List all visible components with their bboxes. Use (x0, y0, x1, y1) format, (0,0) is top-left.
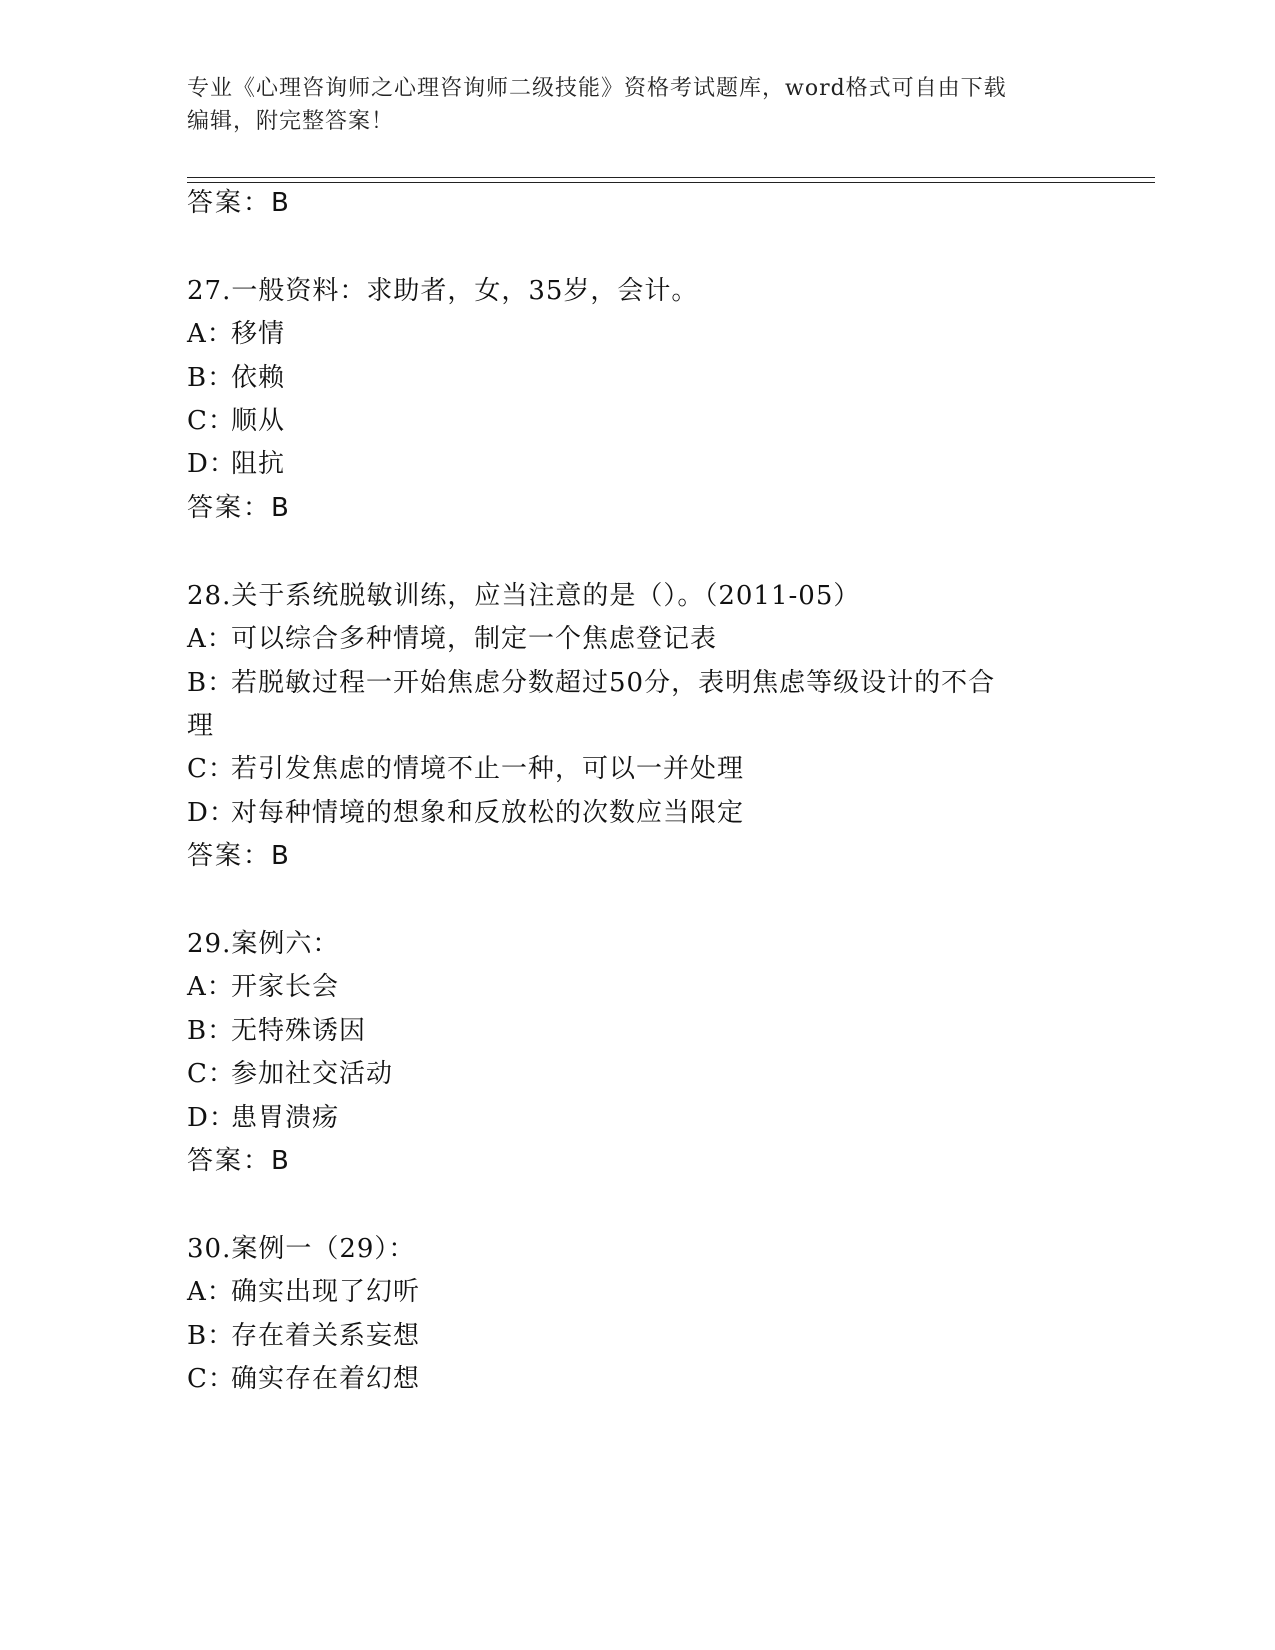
option-letter: D： (187, 449, 236, 479)
option-letter: A： (187, 319, 234, 349)
option-letter: A： (187, 1277, 234, 1307)
option-text: 可以综合多种情境，制定一个焦虑登记表 (231, 624, 718, 654)
option-text: 参加社交活动 (231, 1059, 394, 1089)
option-letter: D： (187, 798, 236, 828)
option-letter: B： (187, 363, 235, 393)
question-28-option-a (187, 622, 717, 656)
option-letter: C： (187, 1364, 235, 1394)
option-letter: C： (187, 406, 235, 436)
question-29-option-c (187, 1057, 393, 1091)
question-30-stem: 30.案例一（29）： (187, 1234, 416, 1264)
option-text: 依赖 (231, 363, 286, 393)
option-letter: A： (187, 624, 234, 654)
question-30-option-c (187, 1362, 420, 1396)
question-27-stem: 27.一般资料：求助者，女，35岁，会计。 (187, 276, 699, 306)
question-28-answer: 答案：B (187, 841, 291, 871)
question-28-option-b-continued: 理 (187, 711, 215, 741)
question-29-stem: 29.案例六： (187, 929, 340, 959)
option-text: 确实出现了幻听 (231, 1277, 421, 1307)
question-30-option-a (187, 1275, 420, 1309)
previous-answer: 答案：B (187, 188, 291, 218)
option-letter: C： (187, 754, 235, 784)
question-28-stem: 28.关于系统脱敏训练，应当注意的是（）。（2011-05） (187, 581, 861, 611)
option-text: 阻抗 (231, 449, 286, 479)
header-divider-top (187, 177, 1155, 178)
header-line-1: 专业《心理咨询师之心理咨询师二级技能》资格考试题库，word格式可自由下载 (187, 76, 1007, 101)
option-text: 存在着关系妄想 (231, 1321, 421, 1351)
question-27-answer: 答案：B (187, 493, 291, 523)
option-text: 移情 (231, 319, 286, 349)
header-line-2: 编辑，附完整答案！ (187, 109, 395, 134)
question-30-option-b (187, 1319, 420, 1353)
option-text: 确实存在着幻想 (231, 1364, 421, 1394)
option-letter: B： (187, 1321, 235, 1351)
question-29-option-d (187, 1101, 339, 1135)
option-letter: C： (187, 1059, 235, 1089)
question-28-option-d (187, 796, 744, 830)
option-text: 患胃溃疡 (231, 1103, 340, 1133)
option-letter: D： (187, 1103, 236, 1133)
document-header (187, 72, 1087, 138)
option-letter: A： (187, 972, 234, 1002)
question-29-answer: 答案：B (187, 1146, 291, 1176)
question-27-option-b (187, 361, 285, 395)
question-28-option-c (187, 752, 744, 786)
option-text: 若脱敏过程一开始焦虑分数超过50分，表明焦虑等级设计的不合 (231, 668, 996, 698)
question-27-option-d (187, 447, 285, 481)
question-27-option-c (187, 404, 285, 438)
question-28-option-b (187, 666, 995, 700)
option-text: 顺从 (231, 406, 286, 436)
question-27-option-a (187, 317, 285, 351)
option-text: 无特殊诱因 (231, 1016, 367, 1046)
option-text: 若引发焦虑的情境不止一种，可以一并处理 (231, 754, 745, 784)
option-letter: B： (187, 668, 235, 698)
header-divider-bottom (187, 182, 1155, 183)
question-29-option-a (187, 970, 339, 1004)
option-text: 对每种情境的想象和反放松的次数应当限定 (231, 798, 745, 828)
question-29-option-b (187, 1014, 366, 1048)
option-text: 开家长会 (231, 972, 340, 1002)
option-letter: B： (187, 1016, 235, 1046)
